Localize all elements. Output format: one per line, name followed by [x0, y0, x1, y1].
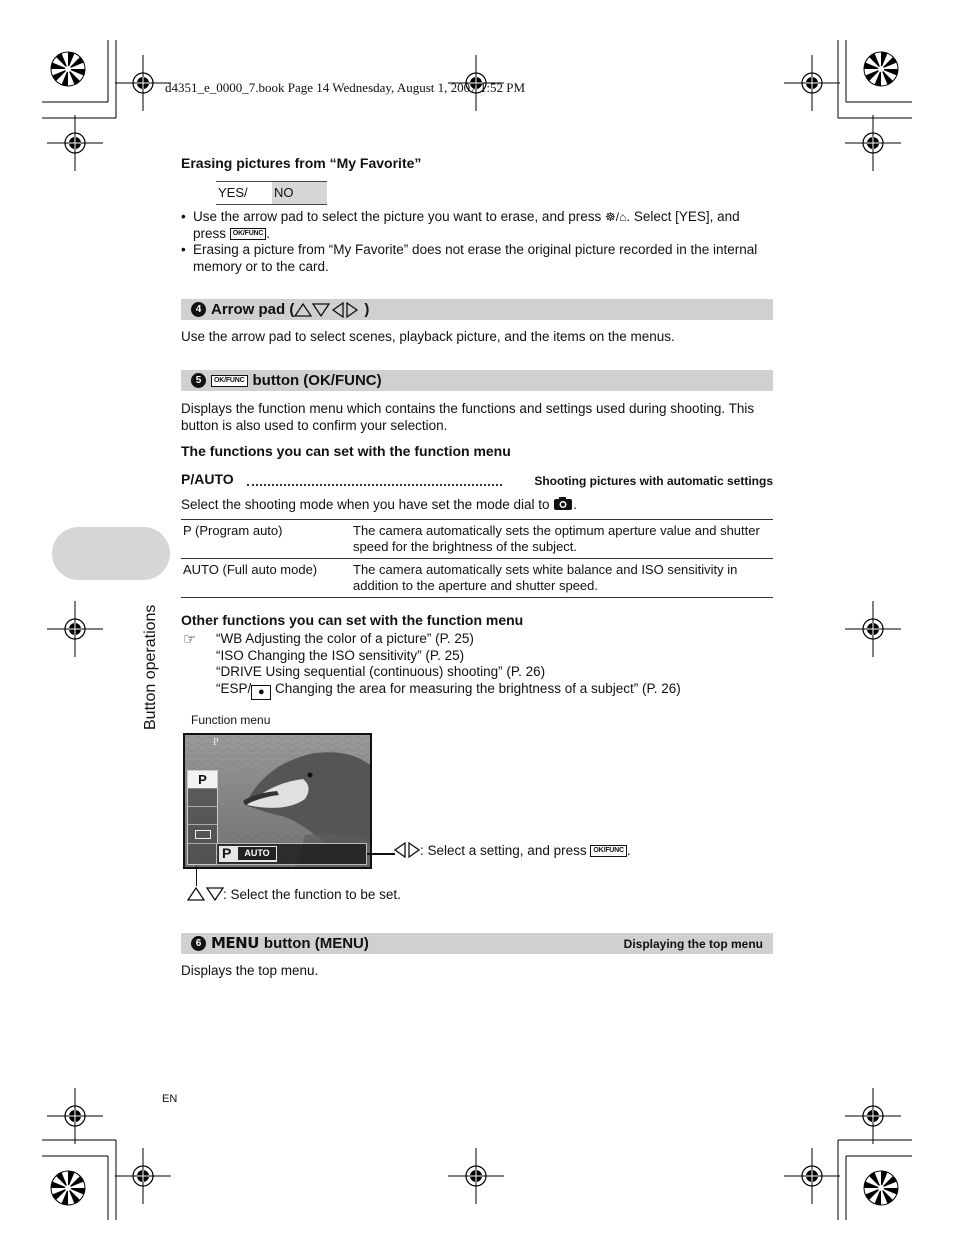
reference-item: “ISO Changing the ISO sensitivity” (P. 25): [216, 647, 465, 663]
erase-heading: Erasing pictures from “My Favorite”: [181, 155, 422, 171]
no-label: NO: [274, 185, 294, 200]
reference-hand-icon: ☞: [183, 631, 197, 648]
ok-func-icon: OK/FUNC: [211, 375, 248, 387]
section-6-right-label: Displaying the top menu: [623, 937, 763, 951]
chapter-tab: [52, 527, 170, 580]
figure-caption: Function menu: [191, 713, 271, 727]
section-5-number: 5: [191, 373, 206, 388]
yes-no-choice: [216, 181, 327, 205]
ok-func-icon: OK/FUNC: [230, 228, 267, 240]
chapter-label: Button operations: [142, 604, 159, 730]
reference-list: [216, 631, 681, 700]
pauto-label: P/AUTO: [181, 471, 234, 487]
callout-up-down: : Select the function to be set.: [187, 886, 401, 904]
section-4-body: Use the arrow pad to select scenes, playback picture, and the items on the menus.: [181, 329, 675, 344]
ok-func-icon: OK/FUNC: [590, 845, 627, 857]
erase-bullet-2: • Erasing a picture from “My Favorite” does not erase the original picture recorded in the internal memory or to the card.: [181, 242, 758, 274]
lcd-setting-p: P: [222, 845, 232, 861]
lcd-setting-auto: AUTO: [238, 847, 276, 860]
table-row: [181, 559, 773, 598]
favorite-erase-icon: ☸/⌂: [605, 210, 627, 224]
reference-item: “ESP/ ● Changing the area for measuring the brightness of a subject” (P. 26): [216, 680, 681, 698]
section-4-title: Arrow pad (: [211, 301, 295, 318]
section-5-title: button (OK/FUNC): [252, 372, 382, 389]
pauto-desc: Shooting pictures with automatic settings: [534, 474, 773, 488]
section-6-title: button (MENU): [263, 935, 369, 952]
lcd-setting-bar: [216, 843, 367, 865]
yes-label: YES/: [218, 185, 248, 200]
section-4-number: 4: [191, 302, 206, 317]
function-menu-heading: The functions you can set with the function menu: [181, 443, 511, 459]
desc-cell: The camera automatically sets white balance and ISO sensitivity in addition to the aperture and shutter speed.: [353, 562, 738, 593]
lcd-screen: [183, 733, 372, 869]
section-6-number: 6: [191, 936, 206, 951]
section-6-body: Displays the top menu.: [181, 963, 319, 978]
lcd-function-column: [187, 770, 218, 865]
pauto-row: [181, 471, 773, 489]
callout-left-right: : Select a setting, and press OK/FUNC .: [394, 842, 631, 860]
camera-icon: [553, 496, 573, 511]
select-mode-text: Select the shooting mode when you have set the mode dial to .: [181, 497, 578, 512]
other-functions-heading: Other functions you can set with the function menu: [181, 612, 524, 628]
spot-metering-icon: ●: [251, 685, 271, 700]
reference-item: “WB Adjusting the color of a picture” (P. 25): [216, 631, 474, 646]
section-6-bar: [181, 933, 773, 954]
mode-cell: P (Program auto): [183, 523, 283, 538]
section-5-bar: [181, 370, 773, 391]
arrow-pad-icon: [293, 302, 365, 318]
reference-item: “DRIVE Using sequential (continuous) shooting” (P. 26): [216, 664, 546, 679]
section-5-body: Displays the function menu which contains the functions and settings used during shooting. This button is also used to confirm your selection.: [181, 401, 755, 433]
section-4-bar: 4 Arrow pad ( ): [181, 299, 773, 320]
lcd-selected-function: P: [188, 771, 217, 789]
menu-button-label: MENU: [211, 934, 259, 952]
up-down-arrows-icon: [187, 886, 227, 901]
print-header: d4351_e_0000_7.book Page 14 Wednesday, August 1, 2007 1:52 PM: [165, 80, 526, 95]
mode-cell: AUTO (Full auto mode): [183, 562, 318, 577]
table-row: [181, 520, 773, 559]
desc-cell: The camera automatically sets the optimum aperture value and shutter speed for the brightness of the subject.: [353, 523, 760, 554]
left-right-arrows-icon: [394, 842, 420, 858]
erase-bullet-1: • Use the arrow pad to select the picture you want to erase, and press ☸/⌂. Select [YES], and press OK/FUNC .: [181, 209, 740, 241]
mode-table: [181, 519, 773, 598]
language-code: EN: [162, 1093, 178, 1105]
lcd-mode-indicator: P: [213, 737, 219, 748]
